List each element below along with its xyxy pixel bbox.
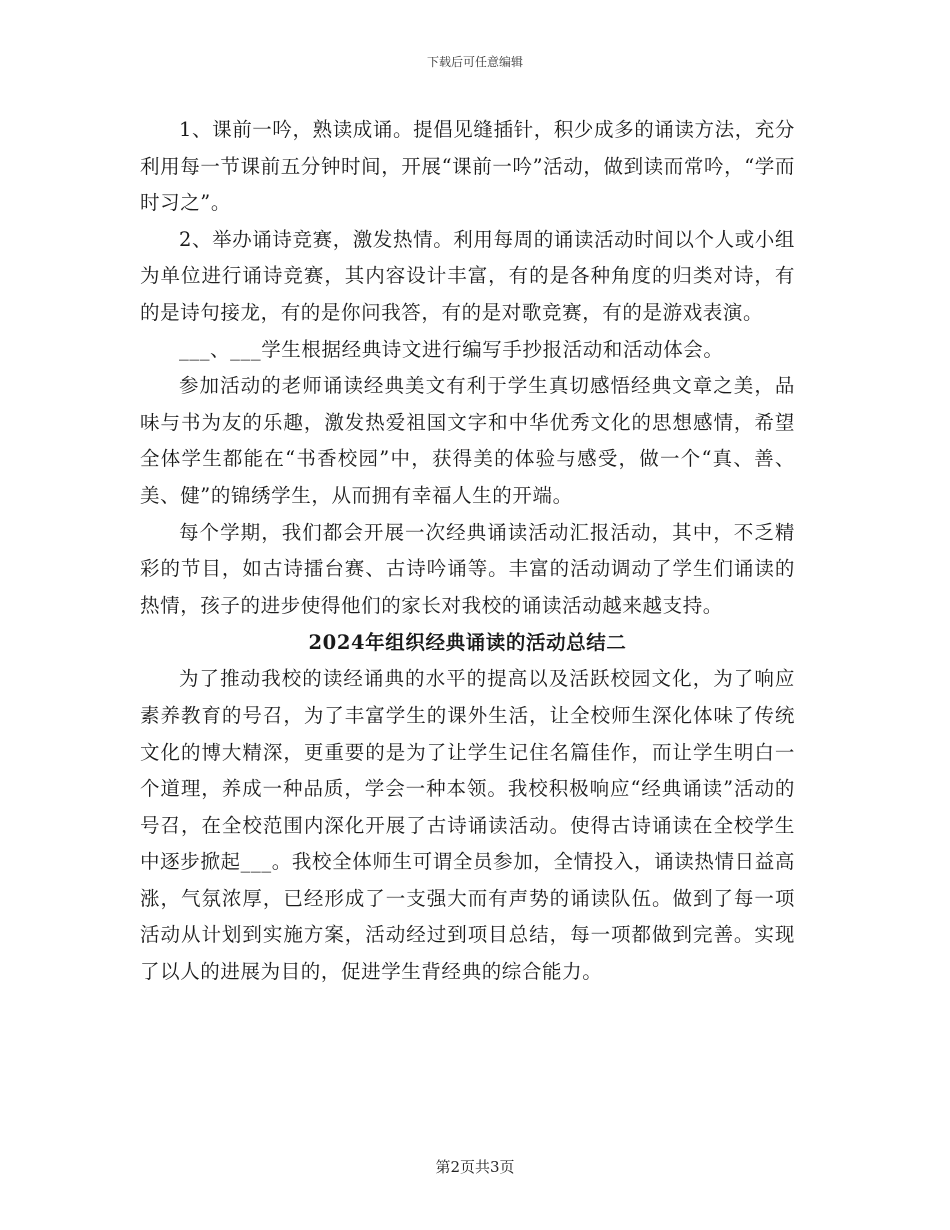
paragraph-semester-report: 每个学期，我们都会开展一次经典诵读活动汇报活动，其中，不乏精彩的节目，如古诗擂台赛、古诗吟诵等。丰富的活动调动了学生们诵读的热情，孩子的进步使得他们的家长对我校的诵读活动越来越支持。 [140, 520, 795, 617]
page-footer: 第2页共3页 [435, 1158, 515, 1176]
paragraph-handwritten-newspaper: ___、___学生根据经典诗文进行编写手抄报活动和活动体会。 [179, 337, 724, 361]
document-body [140, 112, 795, 991]
paragraph-poetry-contest: 2、举办诵诗竞赛，激发热情。利用每周的诵读活动时间以个人或小组为单位进行诵诗竞赛，其内容设计丰富，有的是各种角度的归类对诗，有的是诗句接龙，有的是你问我答，有的是对歌竞赛，有的是游戏表演。 [140, 227, 796, 324]
paragraph-summary-two: 为了推动我校的读经诵典的水平的提高以及活跃校园文化，为了响应素养教育的号召，为了丰富学生的课外生活，让全校师生深化体味了传统文化的博大精深，更重要的是为了让学生记住名篇佳作，而让学生明白一个道理，养成一种品质，学会一种本领。我校积极响应“经典诵读”活动的号召，在全校范围内深化开展了古诗诵读活动。使得古诗诵读在全校学生中逐步掀起___。我校全体师生可谓全员参加，全情投入，诵读热情日益高涨，气氛浓厚，已经形成了一支强大而有声势的诵读队伍。做到了每一项活动从计划到实施方案，活动经过到项目总结，每一项都做到完善。实现了以人的进展为目的，促进学生背经典的综合能力。 [140, 667, 795, 984]
paragraph-teacher-reading: 参加活动的老师诵读经典美文有利于学生真切感悟经典文章之美，品味与书为友的乐趣，激发热爱祖国文字和中华优秀文化的思想感情，希望全体学生都能在“书香校园”中，获得美的体验与感受，做一个“真、善、美、健”的锦绣学生，从而拥有幸福人生的开端。 [140, 374, 795, 507]
section-title: 2024年组织经典诵读的活动总结二 [308, 631, 627, 655]
page-header: 下载后可任意编辑 [426, 55, 523, 69]
paragraph-class-chant: 1、课前一吟，熟读成诵。提倡见缝插针，积少成多的诵读方法，充分利用每一节课前五分钟时间，开展“课前一吟”活动，做到读而常吟，“学而时习之”。 [140, 118, 796, 215]
